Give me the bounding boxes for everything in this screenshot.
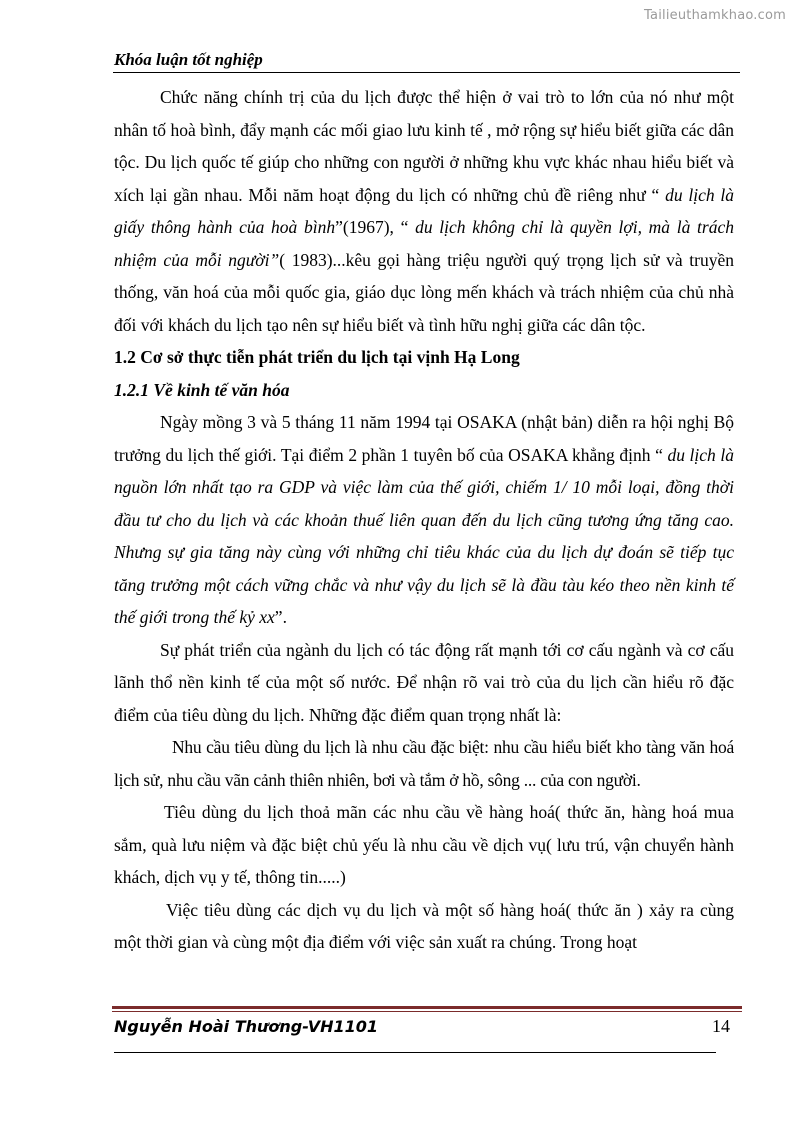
paragraph-text: Ngày mồng 3 và 5 tháng 11 năm 1994 tại OSAKA (nhật bản) diễn ra hội nghị Bộ trưởng du lịch thế giới. Tại điểm 2 phần 1 tuyên bố của OSAKA khẳng định “ xyxy=(114,412,734,465)
paragraph-special-demand: Nhu cầu tiêu dùng du lịch là nhu cầu đặc biệt: nhu cầu hiểu biết kho tàng văn hoá lịch sử, nhu cầu vãn cảnh thiên nhiên, bơi và tắm ở hồ, sông ... của con người. xyxy=(114,737,734,790)
header-rule xyxy=(113,72,740,73)
document-body xyxy=(114,81,734,959)
paragraph-text: ”. xyxy=(274,607,287,627)
page-number: 14 xyxy=(712,1016,730,1036)
paragraph-osaka xyxy=(114,406,734,634)
quote-text: du lịch không chỉ là quyền lợi, mà là trách nhiệm của mỗi người” xyxy=(114,217,734,270)
header-title: Khóa luận tốt nghiệp xyxy=(114,50,263,69)
quote-text: du lịch là giấy thông hành của hoà bình xyxy=(114,184,734,237)
subsection-heading: 1.2.1 Về kinh tế văn hóa xyxy=(114,379,290,400)
quote-text: du lịch là nguồn lớn nhất tạo ra GDP và việc làm của thế giới, chiếm 1/ 10 mỗi loại, đồng thời đầu tư cho du lịch và các khoản thuế liên quan đến du lịch cũng tương ứng tăng cao. Nhưng sự gia tăng này cùng với những chỉ tiêu khác của du lịch dự đoán sẽ tiếp tục tăng trưởng một cách vững chắc và như vậy du lịch sẽ là đầu tàu kéo theo nền kinh tế thế giới trong thế kỷ xx xyxy=(114,444,735,627)
footer-rule-thick xyxy=(112,1006,742,1009)
paragraph-text: ( 1983)...kêu gọi hàng triệu người quý trọng lịch sử và truyền thống, văn hoá của mỗi quốc gia, giáo dục lòng mến khách và trách nhiệm của chủ nhà đối với khách du lịch tạo nên sự hiểu biết và tình hữu nghị giữa các dân tộc. xyxy=(114,249,734,335)
paragraph-service-consumption: Việc tiêu dùng các dịch vụ du lịch và một số hàng hoá( thức ăn ) xảy ra cùng một thời gian và cùng một địa điểm với việc sản xuất ra chúng. Trong hoạt xyxy=(114,899,734,952)
section-heading: 1.2 Cơ sở thực tiễn phát triển du lịch tại vịnh Hạ Long xyxy=(114,347,520,367)
footer-author: Nguyễn Hoài Thương-VH1101 xyxy=(114,1017,379,1036)
watermark: Tailieuthamkhao.com xyxy=(644,8,786,23)
paragraph-consumption-needs: Tiêu dùng du lịch thoả mãn các nhu cầu về hàng hoá( thức ăn, hàng hoá mua sắm, quà lưu niệm và đặc biệt chủ yếu là nhu cầu về dịch vụ( lưu trú, vận chuyển hành khách, dịch vụ y tế, thông tin.....) xyxy=(114,802,734,887)
paragraph-political-function xyxy=(114,81,734,341)
paragraph-text: Chức năng chính trị của du lịch được thể hiện ở vai trò to lớn của nó như một nhân tố hoà bình, đẩy mạnh các mối giao lưu kinh tế , mở rộng sự hiểu biết giữa các dân tộc. Du lịch quốc tế giúp cho những con người ở những khu vực khác nhau hiểu biết và xích lại gần nhau. Mỗi năm hoạt động du lịch có những chủ đề riêng như “ xyxy=(114,87,734,205)
paragraph-tourism-impact: Sự phát triển của ngành du lịch có tác động rất mạnh tới cơ cấu ngành và cơ cấu lãnh thổ nền kinh tế của một số nước. Để nhận rõ vai trò của du lịch cần hiểu rõ đặc điểm của tiêu dùng du lịch. Những đặc điểm quan trọng nhất là: xyxy=(114,639,734,725)
footer-bottom-rule xyxy=(114,1052,716,1053)
footer-rule-thin xyxy=(112,1011,742,1012)
paragraph-text: ”(1967), “ xyxy=(335,217,416,237)
